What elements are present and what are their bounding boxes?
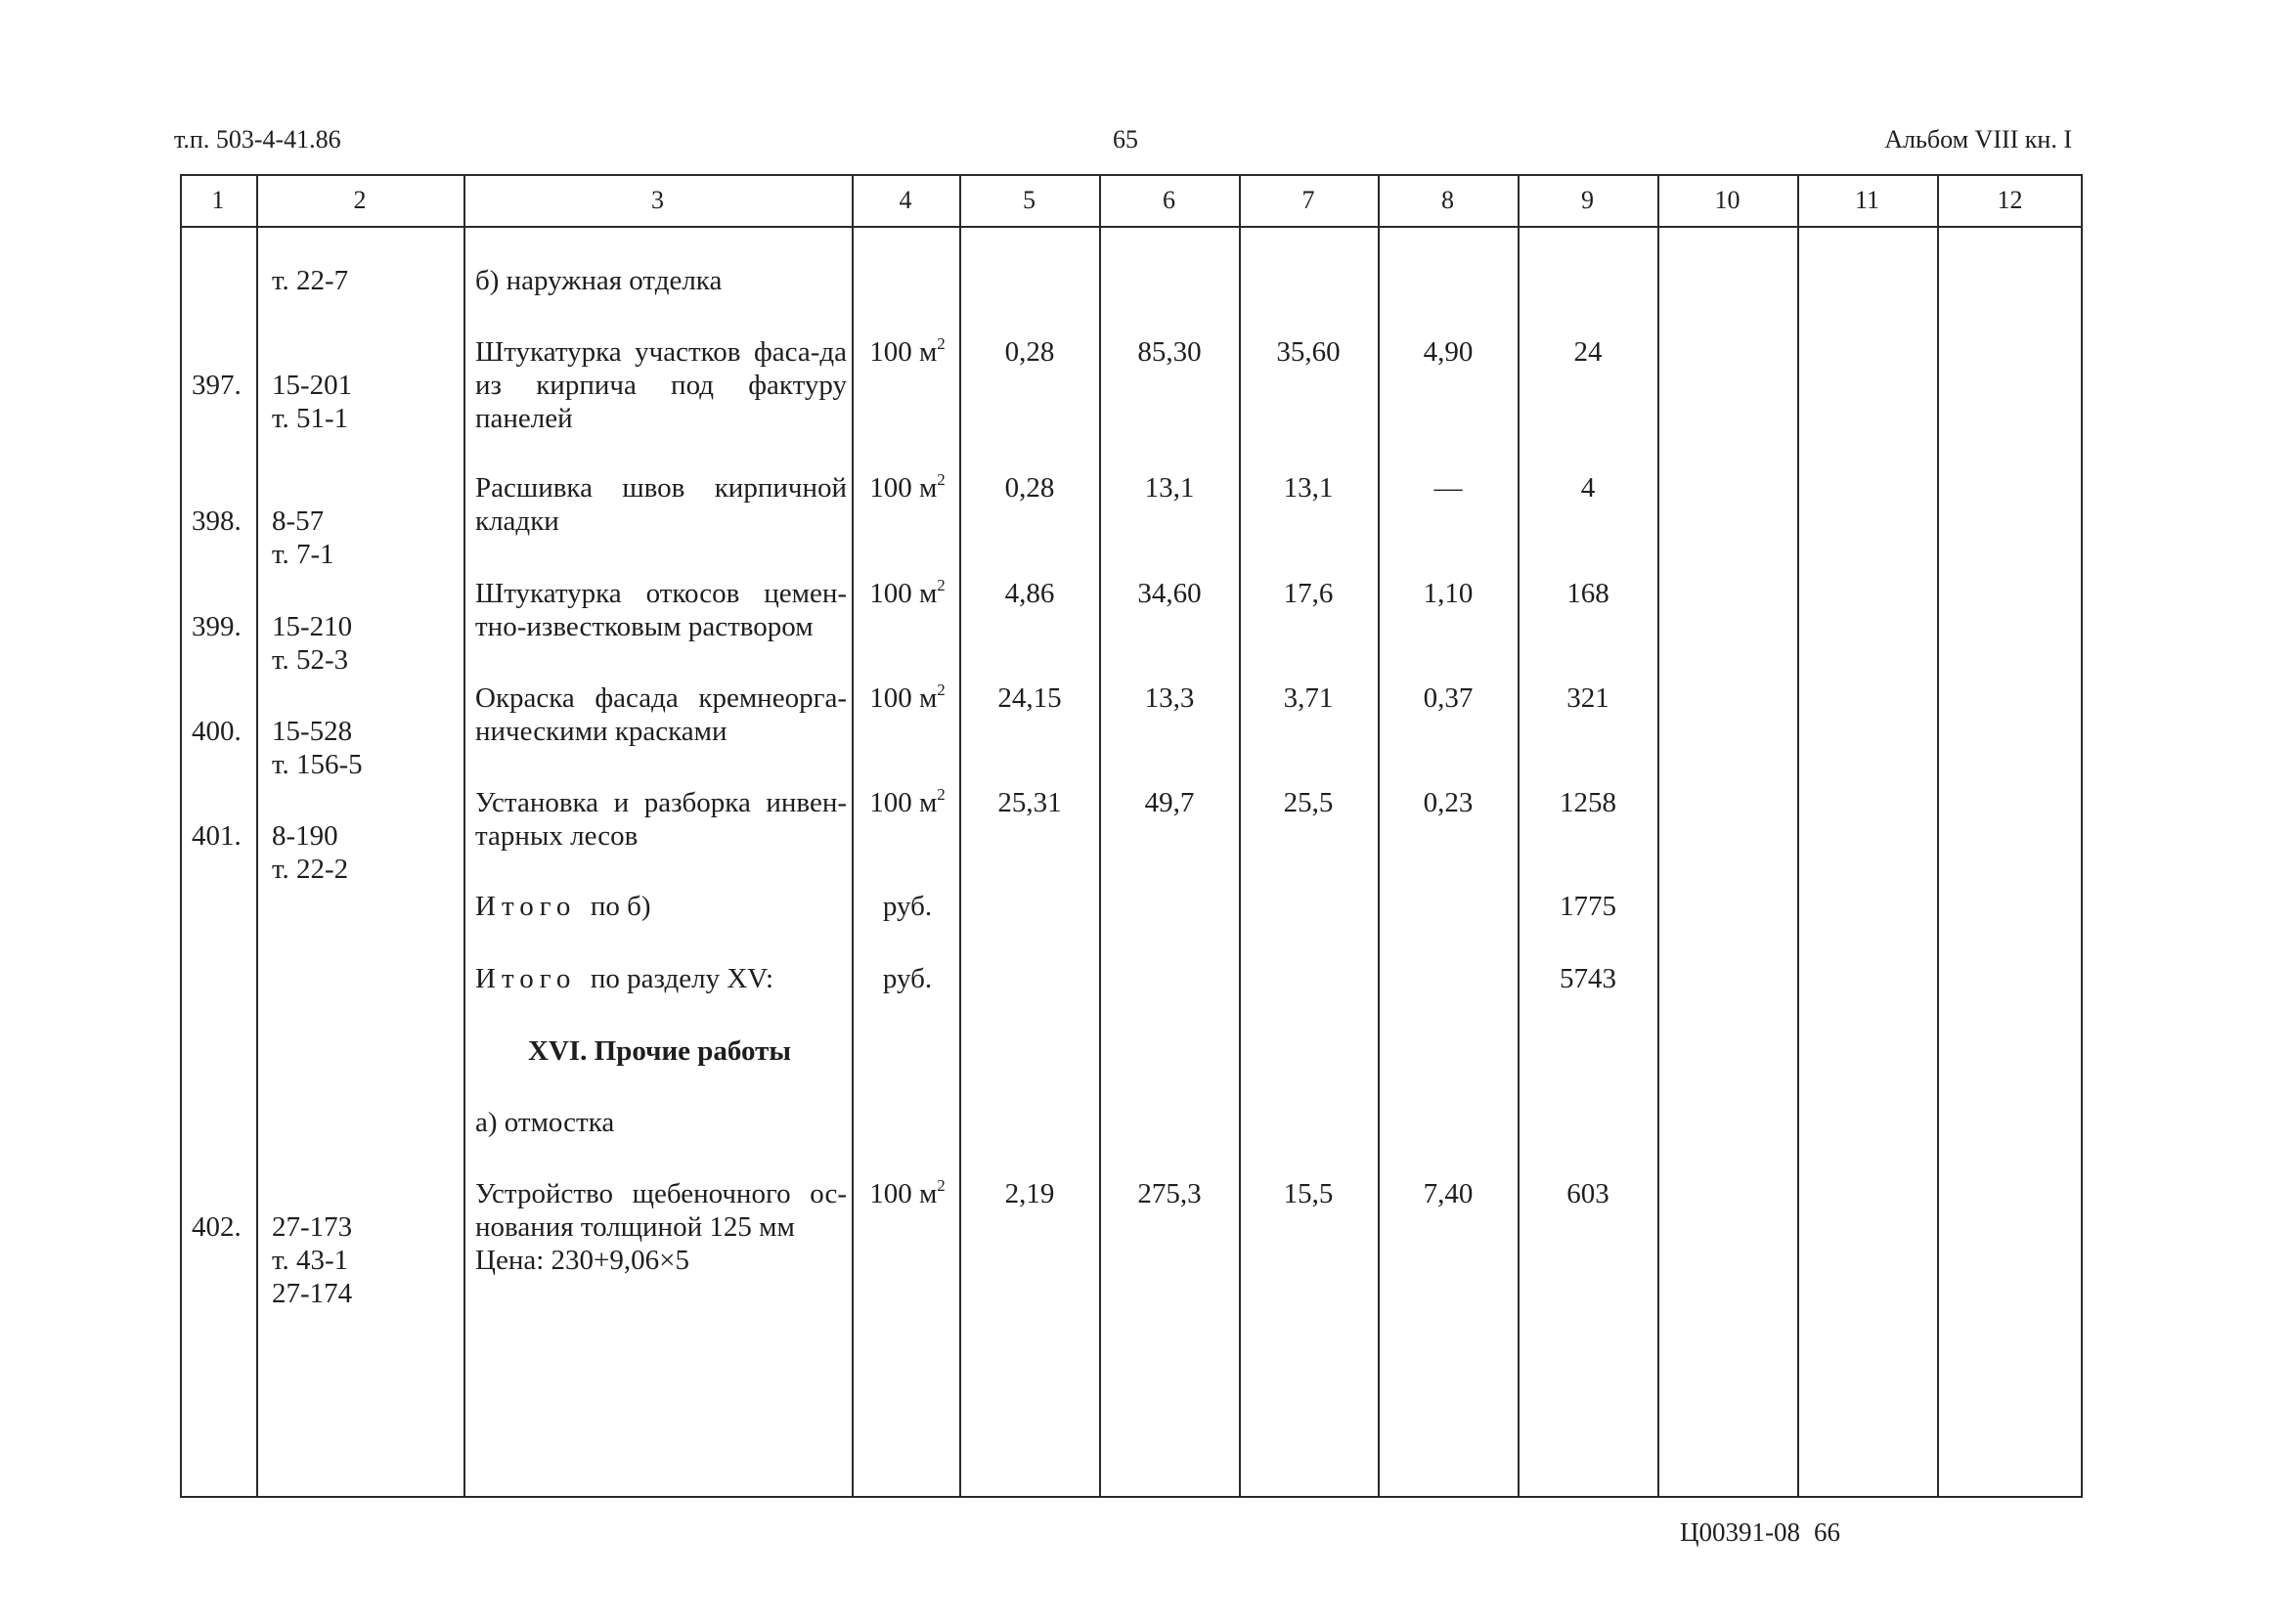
- row-col9: 321: [1566, 682, 1609, 714]
- row-unit: [854, 681, 961, 715]
- row-code: т. 22-2: [272, 854, 349, 885]
- row-description: Штукатурка участков фаса-да из кирпича под фактуру панелей: [475, 336, 847, 434]
- total-suffix: по б): [590, 891, 651, 922]
- unit-text: 100 м: [869, 787, 938, 818]
- row-col9: 168: [1566, 578, 1609, 609]
- footer-page: 66: [1814, 1517, 1840, 1547]
- row-col7: 15,5: [1283, 1178, 1334, 1209]
- document-designation: т.п. 503-4-41.86: [174, 125, 341, 154]
- row-col7: 17,6: [1283, 578, 1334, 609]
- row-unit: [854, 577, 961, 610]
- total-label: Итого: [475, 963, 577, 994]
- footer-code: [1680, 1517, 1840, 1548]
- column-number: 11: [1854, 186, 1880, 214]
- row-unit: [854, 786, 961, 819]
- unit-sup: 2: [937, 470, 946, 489]
- unit-text: 100 м: [869, 336, 938, 368]
- column-number: 2: [353, 186, 367, 214]
- row-col5: 24,15: [997, 682, 1062, 714]
- row-col6: 275,3: [1137, 1178, 1202, 1209]
- row-col5: 2,19: [1004, 1178, 1055, 1209]
- total-suffix: по разделу XV:: [590, 963, 774, 994]
- row-description: Окраска фасада кремнеорга-ническими красками: [475, 682, 847, 747]
- row-col8: —: [1433, 472, 1463, 504]
- column-number: 9: [1581, 186, 1594, 214]
- unit-text: 100 м: [869, 472, 938, 504]
- row-description: Устройство щебеночного ос-нования толщиной 125 мм: [475, 1178, 847, 1243]
- row-col6: 34,60: [1137, 578, 1202, 609]
- row-col7: 3,71: [1283, 682, 1334, 714]
- column-number: 10: [1714, 186, 1741, 214]
- unit-sup: 2: [937, 334, 946, 353]
- section-title: б) наружная отделка: [475, 265, 723, 296]
- unit-text: 100 м: [869, 578, 938, 609]
- row-code: т. 52-3: [272, 644, 349, 676]
- row-code: 8-57: [272, 505, 325, 537]
- total-unit: руб.: [882, 963, 933, 994]
- row-description: Расшивка швов кирпичной кладки: [475, 472, 847, 537]
- row-description: Штукатурка откосов цемен-тно-известковым раствором: [475, 578, 847, 642]
- subtotal-row: [475, 890, 651, 923]
- row-col7: 25,5: [1283, 787, 1334, 818]
- page-number: 65: [1113, 125, 1138, 154]
- row-col5: 0,28: [1004, 472, 1055, 504]
- row-col8: 0,23: [1423, 787, 1474, 818]
- total-unit: руб.: [882, 891, 933, 922]
- row-code: 27-174: [272, 1278, 353, 1309]
- row-unit: [854, 1177, 961, 1210]
- row-number: 401.: [192, 820, 242, 852]
- row-col7: 13,1: [1283, 472, 1334, 504]
- total-value: 1775: [1560, 891, 1616, 922]
- unit-sup: 2: [937, 576, 946, 594]
- row-col9: 603: [1566, 1178, 1609, 1209]
- footer-doc-code: Ц00391-08: [1680, 1517, 1800, 1547]
- column-divider: [256, 174, 258, 1498]
- row-col5: 25,31: [997, 787, 1062, 818]
- row-code: т. 7-1: [272, 539, 334, 570]
- row-number: 400.: [192, 716, 242, 747]
- row-description: Установка и разборка инвен-тарных лесов: [475, 787, 847, 852]
- row-code: т. 43-1: [272, 1245, 349, 1276]
- unit-sup: 2: [937, 1176, 946, 1195]
- column-divider: [1797, 174, 1799, 1498]
- unit-text: 100 м: [869, 682, 938, 714]
- column-divider: [463, 174, 465, 1498]
- column-divider: [1378, 174, 1380, 1498]
- row-col6: 13,1: [1144, 472, 1195, 504]
- row-col8: 4,90: [1423, 336, 1474, 368]
- album-label: Альбом VIII кн. I: [1884, 125, 2072, 154]
- column-number: 6: [1163, 186, 1175, 214]
- row-col8: 7,40: [1423, 1178, 1474, 1209]
- row-col9: 4: [1580, 472, 1596, 504]
- column-number: 1: [211, 186, 225, 214]
- row-code: т. 51-1: [272, 403, 349, 434]
- section-code: т. 22-7: [272, 265, 349, 296]
- column-number: 5: [1023, 186, 1036, 214]
- column-number: 12: [1997, 186, 2023, 214]
- row-number: 402.: [192, 1211, 242, 1243]
- row-code: 15-210: [272, 611, 353, 642]
- column-number: 8: [1441, 186, 1454, 214]
- row-number: 397.: [192, 370, 242, 401]
- row-unit: [854, 335, 961, 369]
- row-code: 15-528: [272, 716, 353, 747]
- row-col9: 1258: [1560, 787, 1616, 818]
- unit-sup: 2: [937, 785, 946, 804]
- row-number: 398.: [192, 505, 242, 537]
- column-divider: [1518, 174, 1520, 1498]
- column-divider: [1937, 174, 1939, 1498]
- row-col9: 24: [1573, 336, 1603, 368]
- column-number: 4: [899, 186, 912, 214]
- total-value: 5743: [1560, 963, 1616, 994]
- row-col6: 85,30: [1137, 336, 1202, 368]
- column-divider: [1657, 174, 1659, 1498]
- row-number: 399.: [192, 611, 242, 642]
- row-col5: 4,86: [1004, 578, 1055, 609]
- unit-text: 100 м: [869, 1178, 938, 1209]
- row-col8: 0,37: [1423, 682, 1474, 714]
- row-col7: 35,60: [1276, 336, 1341, 368]
- column-number: 3: [651, 186, 664, 214]
- row-code: т. 156-5: [272, 749, 363, 780]
- column-number: 7: [1301, 186, 1315, 214]
- row-unit: [854, 471, 961, 505]
- row-code: 8-190: [272, 820, 338, 852]
- row-col6: 49,7: [1144, 787, 1195, 818]
- row-col6: 13,3: [1144, 682, 1195, 714]
- row-code: 15-201: [272, 370, 353, 401]
- row-code: 27-173: [272, 1211, 353, 1243]
- section-heading: XVI. Прочие работы: [528, 1035, 792, 1067]
- row-col5: 0,28: [1004, 336, 1055, 368]
- column-divider: [1099, 174, 1101, 1498]
- row-col8: 1,10: [1423, 578, 1474, 609]
- section-total-row: [475, 962, 773, 995]
- column-divider: [959, 174, 961, 1498]
- row-price-formula: Цена: 230+9,06×5: [475, 1245, 689, 1276]
- total-label: Итого: [475, 891, 577, 922]
- column-divider: [852, 174, 854, 1498]
- subsection-title: а) отмостка: [475, 1107, 615, 1138]
- unit-sup: 2: [937, 680, 946, 699]
- column-divider: [1239, 174, 1241, 1498]
